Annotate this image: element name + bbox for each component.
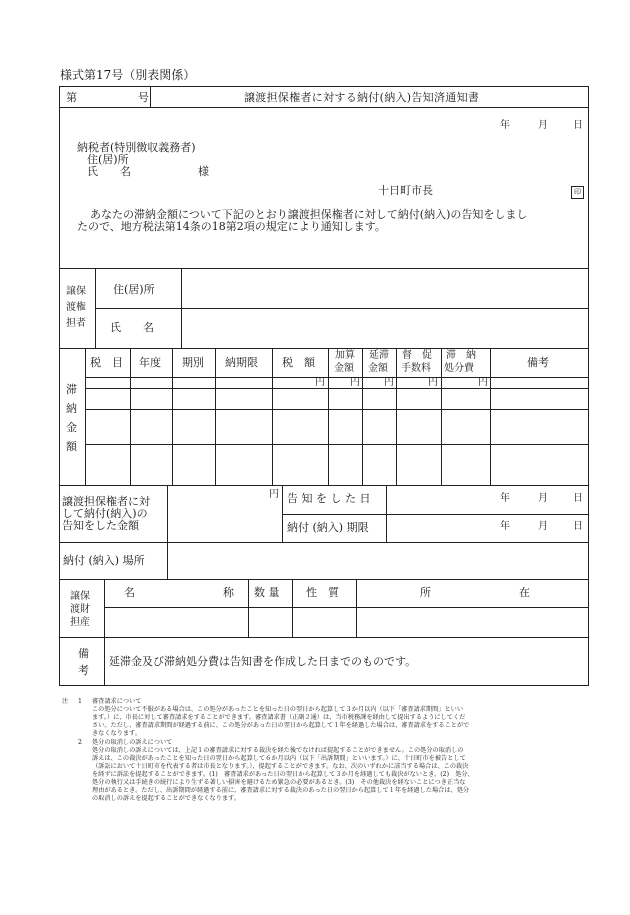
col-due: 納期限: [225, 356, 258, 369]
col-addl-2: 金額: [334, 363, 354, 374]
divider: [95, 308, 589, 309]
notified-label-3: 告知をした金額: [62, 519, 139, 532]
taxpayer-name-label: 氏 名: [87, 165, 131, 178]
body-text-line2: たので、地方税法第14条の18第2項の規定により通知します。: [77, 220, 386, 233]
divider: [85, 409, 589, 410]
notified-month: 月: [538, 493, 548, 504]
note2-title: 処分の取消しの訴えについて: [92, 739, 173, 746]
note2-line: 理由があるとき。ただし、出訴期間が経過する前に、審査請求に対する裁決のあった日の翌日から起算して１年を経過した場合は、処分: [92, 787, 470, 794]
notes-prefix: 注: [62, 698, 69, 705]
date-month: 月: [538, 120, 548, 131]
note1-line: ます。）に、市長に対して審査請求をすることができます。審査請求書（正副２通）は、当市税務課を経由して提出するようにしてくだ: [92, 714, 466, 721]
number-prefix: 第: [66, 91, 77, 104]
col-remarks: 備考: [527, 356, 549, 369]
note2-line: を経ずに訴訟を提起することができます。(1) 審査請求があった日の翌日から起算して３か月を経過しても裁決がないとき。(2) 処分、: [92, 771, 474, 778]
unit-yen: 円: [315, 377, 325, 388]
col-tax: 税 目: [90, 356, 123, 369]
unit-yen: 円: [428, 377, 438, 388]
divider: [104, 637, 105, 686]
note1-line: きなくなります。: [92, 730, 142, 737]
divider: [386, 485, 387, 542]
unit-yen: 円: [478, 377, 488, 388]
notified-date-label: 告 知 を し た 日: [287, 492, 371, 505]
divider: [59, 268, 589, 269]
divider: [104, 579, 105, 637]
document-title: 譲渡担保権者に対する納付(納入)告知済通知書: [244, 91, 480, 104]
holder-address-label: 住(居)所: [113, 283, 155, 296]
taxpayer-label: 納税者(特別徴収義務者): [77, 141, 196, 154]
divider: [85, 444, 589, 445]
col-late-1: 延滞: [369, 350, 389, 361]
divider: [356, 579, 357, 637]
taxpayer-honorific: 様: [198, 165, 209, 178]
note2-line: （訴訟において十日町市を代表する者は市長となります。）、提起することができます。なお、次のいずれかに該当する場合は、この裁決: [92, 763, 469, 770]
seal-mark: 印: [571, 186, 584, 199]
deadline-year: 年: [500, 521, 510, 532]
divider: [130, 348, 131, 485]
col-period: 期別: [182, 356, 204, 369]
arrears-side-label: 滞納金額: [66, 383, 77, 453]
property-qty-header: 数 量: [254, 586, 280, 599]
divider: [282, 485, 283, 542]
divider: [59, 542, 589, 543]
divider: [272, 348, 273, 485]
notified-year: 年: [500, 493, 510, 504]
taxpayer-address-label: 住(居)所: [87, 153, 129, 166]
divider: [396, 348, 397, 485]
property-name-header: 名 称: [124, 586, 234, 599]
divider: [150, 86, 151, 107]
divider: [441, 348, 442, 485]
divider: [215, 348, 216, 485]
col-amount: 税 額: [282, 356, 315, 369]
deadline-month: 月: [538, 521, 548, 532]
form-label: 様式第17号（別表関係）: [60, 68, 196, 82]
col-fee-1: 督 促: [402, 350, 432, 361]
note1-line: さい。ただし、審査請求期間が経過する前に、この処分があった日の翌日から起算して１年を経過した場合は、審査請求をすることがで: [92, 722, 470, 729]
notified-label-2: して納付(納入)の: [62, 507, 148, 520]
divider: [362, 348, 363, 485]
number-suffix: 号: [138, 91, 149, 104]
divider: [59, 579, 589, 580]
property-location-header: 所 在: [420, 586, 530, 599]
col-year: 年度: [139, 356, 161, 369]
holder-name-label: 氏 名: [110, 321, 154, 334]
divider: [328, 348, 329, 485]
divider: [85, 348, 86, 485]
body-text-line1: あなたの滞納金額について下記のとおり譲渡担保権者に対して納付(納入)の告知をしまし: [90, 208, 528, 221]
col-late-2: 金額: [368, 363, 388, 374]
divider: [59, 637, 589, 638]
note1-number: 1: [78, 698, 82, 705]
note1-title: 審査請求について: [92, 698, 142, 705]
divider: [282, 514, 589, 515]
note2-line: 処分の執行又は手続きの続行により生ずる著しい損害を避けるため緊急の必要があるとき。(3) その他裁決を経ないことにつき正当な: [92, 779, 466, 786]
divider: [248, 579, 249, 637]
divider: [292, 579, 293, 637]
divider: [104, 607, 589, 608]
divider: [167, 485, 168, 542]
notified-unit: 円: [269, 489, 279, 500]
note2-line: の取消しの訴えを提起することができなくなります。: [92, 795, 241, 802]
divider: [167, 542, 168, 579]
date-day: 日: [573, 120, 583, 131]
note1-line: この処分について不服がある場合は、この処分があったことを知った日の翌日から起算して３か月以内（以下「審査請求期間」といい: [92, 706, 464, 713]
deadline-label: 納付 (納入) 期限: [287, 521, 369, 534]
note2-line: 処分の取消しの訴えについては、上記１の審査請求に対する裁決を経た後でなければ提起することができません。この処分の取消しの: [92, 747, 464, 754]
divider: [490, 348, 491, 485]
unit-yen: 円: [350, 377, 360, 388]
property-label: 譲保渡財担産: [70, 591, 90, 628]
place-label: 納付 (納入) 場所: [63, 554, 145, 567]
remarks-label: 備考: [78, 647, 89, 677]
divider: [59, 348, 589, 349]
property-nature-header: 性 質: [306, 586, 339, 599]
col-addl-1: 加算: [335, 350, 355, 361]
divider: [95, 268, 96, 348]
divider: [85, 377, 589, 378]
issuer-name: 十日町市長: [378, 184, 433, 197]
divider: [85, 388, 589, 389]
col-disp-1: 滞 納: [446, 350, 476, 361]
note2-line: 訴えは、この裁決があったことを知った日の翌日から起算して６か月以内（以下「出訴期間」といいます。）に、十日町市を被告として: [92, 755, 466, 762]
notified-day: 日: [573, 493, 583, 504]
divider: [181, 268, 182, 348]
col-fee-2: 手数料: [401, 363, 431, 374]
divider: [59, 485, 589, 486]
col-disp-2: 処分費: [444, 363, 474, 374]
note2-number: 2: [78, 739, 82, 746]
deadline-day: 日: [573, 521, 583, 532]
notified-label-1: 譲渡担保権者に対: [62, 495, 150, 508]
remarks-text: 延滞金及び滞納処分費は告知書を作成した日までのものです。: [109, 655, 417, 668]
date-year: 年: [500, 120, 510, 131]
divider: [172, 348, 173, 485]
divider: [59, 107, 589, 108]
unit-yen: 円: [384, 377, 394, 388]
